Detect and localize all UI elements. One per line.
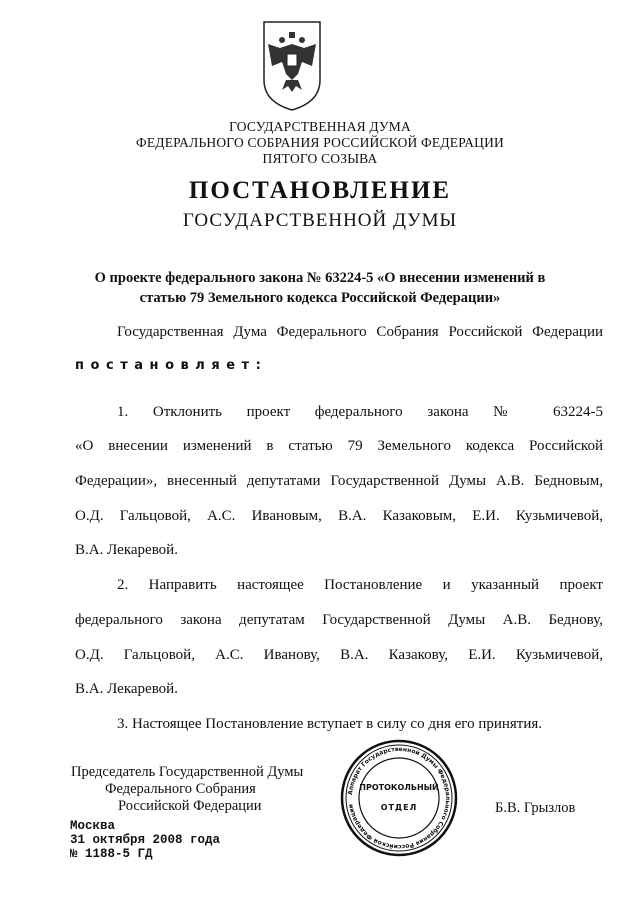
body-line: 1. Отклонить проект федерального закона № 63224-5 xyxy=(117,404,603,420)
stamp-ring-text: Аппарат Государственной Думы Федерального Собрания Российской Федерации xyxy=(347,745,452,851)
header-line-1: ГОСУДАРСТВЕННАЯ ДУМА xyxy=(229,119,411,134)
body-line: 2. Направить настоящее Постановление и указанный проект xyxy=(117,577,603,593)
body-line: «О внесении изменений в статью 79 Земельного кодекса Российской xyxy=(75,438,603,454)
header-line-2: ФЕДЕРАЛЬНОГО СОБРАНИЯ РОССИЙСКОЙ ФЕДЕРАЦИИ xyxy=(136,135,504,150)
stamp-text-bottom: ОТДЕЛ xyxy=(380,803,418,812)
signatory-title-3: Российской Федерации xyxy=(118,798,262,814)
body-line: О.Д. Гальцовой, А.С. Иванову, В.А. Казакову, Е.И. Кузьмичевой, xyxy=(75,647,603,663)
coat-of-arms-emblem xyxy=(260,18,324,112)
document-subtitle: ГОСУДАРСТВЕННОЙ ДУМЫ xyxy=(182,210,458,231)
footer-city: Москва xyxy=(70,819,116,833)
subject-line-2: статью 79 Земельного кодекса Российской Федерации» xyxy=(139,290,501,306)
body-line: Федерации», внесенный депутатами Государственной Думы А.В. Бедновым, xyxy=(75,473,603,489)
document-title: ПОСТАНОВЛЕНИЕ xyxy=(188,177,452,204)
document-subject xyxy=(0,268,640,308)
signatory-title-1: Председатель Государственной Думы xyxy=(71,764,304,780)
resolves-label: п о с т а н о в л я е т : xyxy=(75,358,262,373)
official-stamp xyxy=(340,739,458,857)
footer-number: № 1188-5 ГД xyxy=(70,847,153,861)
footer-date: 31 октября 2008 года xyxy=(70,833,221,847)
body-line: В.А. Лекаревой. xyxy=(75,681,178,697)
body-line: 3. Настоящее Постановление вступает в силу со дня его принятия. xyxy=(117,716,543,732)
svg-text:Аппарат Государственной Думы Ф xyxy=(347,746,451,850)
stamp-text-top: ПРОТОКОЛЬНЫЙ xyxy=(359,783,439,792)
body-line: В.А. Лекаревой. xyxy=(75,542,178,558)
preamble: Государственная Дума Федерального Собрания Российской Федерации xyxy=(117,324,603,340)
body-line: О.Д. Гальцовой, А.С. Ивановым, В.А. Казаковым, Е.И. Кузьмичевой, xyxy=(75,508,603,524)
subject-line-1: О проекте федерального закона № 63224-5 «О внесении изменений в xyxy=(94,270,546,286)
signatory-title-2: Федерального Собрания xyxy=(105,781,256,797)
signatory-name: Б.В. Грызлов xyxy=(495,800,576,816)
body-line: федерального закона депутатам Государственной Думы А.В. Беднову, xyxy=(75,612,603,628)
header-line-3: ПЯТОГО СОЗЫВА xyxy=(262,151,378,166)
